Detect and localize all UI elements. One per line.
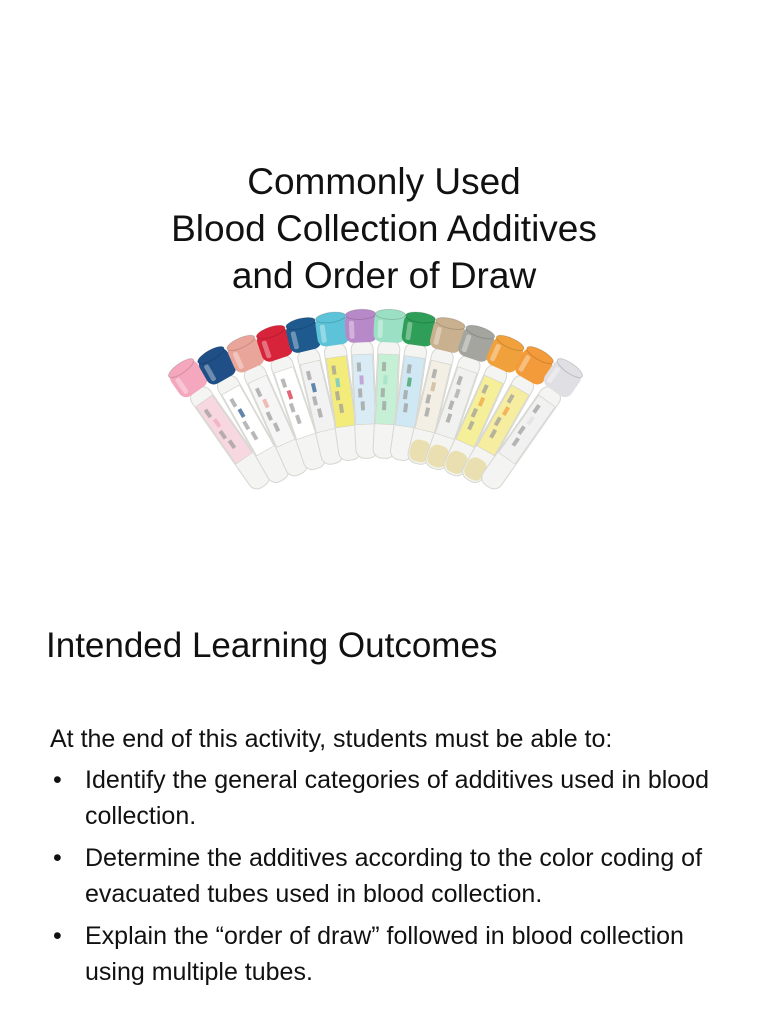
bullet-icon: • xyxy=(53,766,62,794)
outcomes-list xyxy=(50,762,750,996)
outcome-text-3: Explain the “order of draw” followed in blood collection using multiple tubes. xyxy=(85,922,684,986)
title-line-2: Blood Collection Additives xyxy=(171,208,597,249)
slide-title xyxy=(0,158,768,299)
outcome-item-3 xyxy=(50,918,750,990)
outcome-item-1 xyxy=(50,762,750,834)
title-slide xyxy=(0,0,768,510)
blood-collection-tubes-image xyxy=(150,300,610,500)
bullet-icon: • xyxy=(53,844,62,872)
title-line-1: Commonly Used xyxy=(247,161,521,202)
intro-text: At the end of this activity, students must be able to: xyxy=(50,725,613,753)
outcome-text-1: Identify the general categories of additives used in blood collection. xyxy=(85,766,710,830)
section-heading: Intended Learning Outcomes xyxy=(46,626,498,665)
outcome-text-2: Determine the additives according to the color coding of evacuated tubes used in blood collection. xyxy=(85,844,703,908)
title-line-3: and Order of Draw xyxy=(231,255,537,296)
outcome-item-2 xyxy=(50,840,750,912)
bullet-icon: • xyxy=(53,922,62,950)
